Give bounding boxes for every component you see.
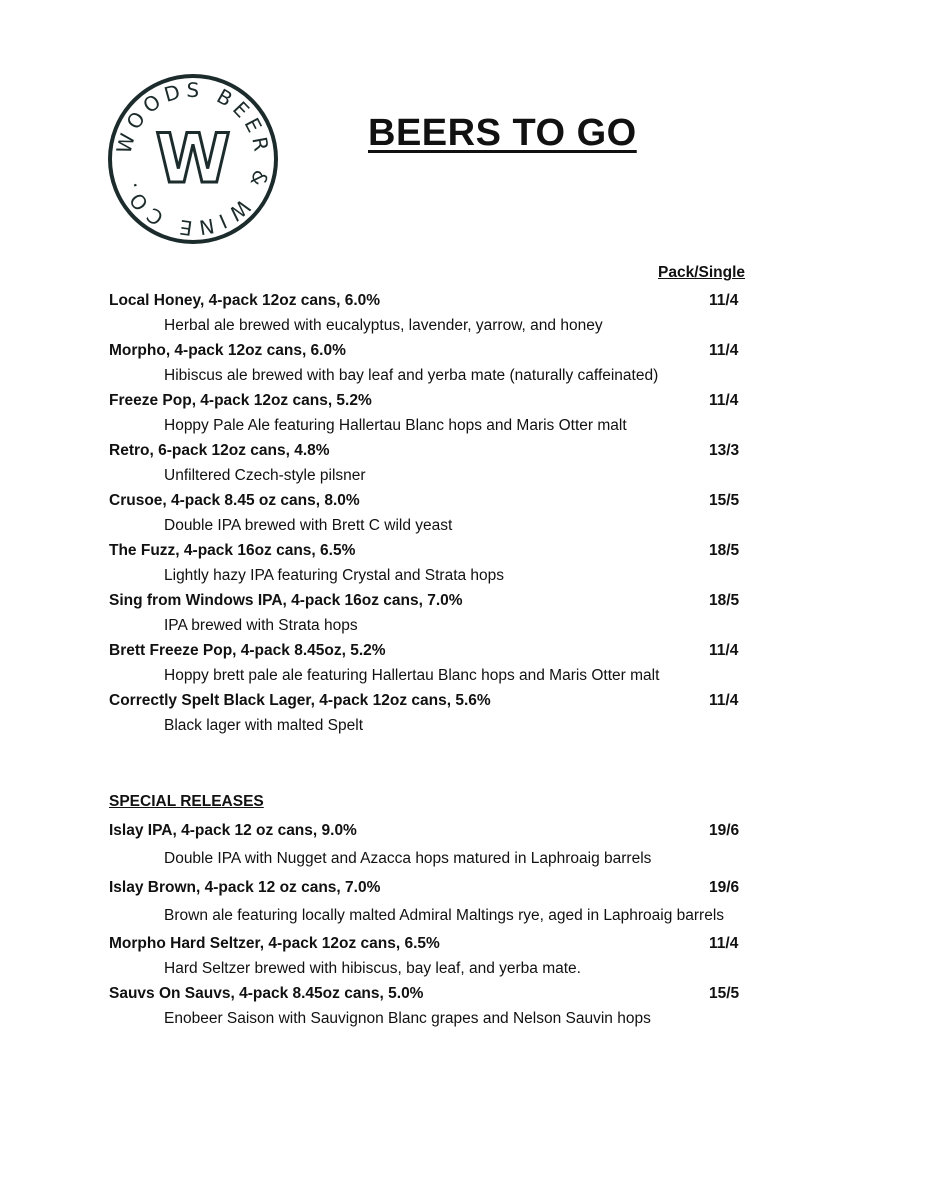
beer-price: 13/3 bbox=[709, 442, 740, 459]
special-row bbox=[109, 982, 809, 1006]
beer-name: Brett Freeze Pop, 4-pack 8.45oz, 5.2% bbox=[109, 642, 386, 659]
beer-row bbox=[109, 439, 809, 463]
beer-row bbox=[109, 339, 809, 363]
beer-description: Double IPA brewed with Brett C wild yeast bbox=[164, 517, 453, 534]
beer-price: 11/4 bbox=[709, 292, 739, 309]
special-row bbox=[109, 932, 809, 956]
special-price: 19/6 bbox=[709, 822, 740, 839]
beer-name: Correctly Spelt Black Lager, 4-pack 12oz cans, 5.6% bbox=[109, 692, 491, 709]
beer-name: Sing from Windows IPA, 4-pack 16oz cans, 7.0% bbox=[109, 592, 463, 609]
beer-row bbox=[109, 639, 809, 663]
beer-row bbox=[109, 589, 809, 613]
special-description: Hard Seltzer brewed with hibiscus, bay leaf, and yerba mate. bbox=[164, 960, 581, 977]
logo-ring-text: WOODS BEER & WINE CO. bbox=[111, 77, 275, 241]
special-price: 11/4 bbox=[709, 935, 739, 952]
beer-name: Freeze Pop, 4-pack 12oz cans, 5.2% bbox=[109, 392, 372, 409]
beer-price: 11/4 bbox=[709, 692, 739, 709]
beer-description: Hoppy brett pale ale featuring Hallertau Blanc hops and Maris Otter malt bbox=[164, 667, 660, 684]
beer-row bbox=[109, 289, 809, 313]
beer-price: 18/5 bbox=[709, 542, 740, 559]
beer-description: Hoppy Pale Ale featuring Hallertau Blanc hops and Maris Otter malt bbox=[164, 417, 627, 434]
special-name: Morpho Hard Seltzer, 4-pack 12oz cans, 6.5% bbox=[109, 935, 440, 952]
beer-description: IPA brewed with Strata hops bbox=[164, 617, 358, 634]
beer-description: Lightly hazy IPA featuring Crystal and Strata hops bbox=[164, 567, 505, 584]
special-description: Double IPA with Nugget and Azacca hops matured in Laphroaig barrels bbox=[164, 850, 652, 867]
beer-price: 11/4 bbox=[709, 392, 739, 409]
beer-description: Hibiscus ale brewed with bay leaf and yerba mate (naturally caffeinated) bbox=[164, 367, 659, 384]
beer-name: Local Honey, 4-pack 12oz cans, 6.0% bbox=[109, 292, 381, 309]
special-description: Brown ale featuring locally malted Admiral Maltings rye, aged in Laphroaig barrels bbox=[164, 907, 725, 924]
beer-name: The Fuzz, 4-pack 16oz cans, 6.5% bbox=[109, 542, 356, 559]
special-row bbox=[109, 876, 809, 900]
beer-price: 11/4 bbox=[709, 342, 739, 359]
beer-description: Herbal ale brewed with eucalyptus, lavender, yarrow, and honey bbox=[164, 317, 603, 334]
special-price: 15/5 bbox=[709, 985, 740, 1002]
beer-row bbox=[109, 489, 809, 513]
beer-description: Unfiltered Czech-style pilsner bbox=[164, 467, 366, 484]
special-name: Sauvs On Sauvs, 4-pack 8.45oz cans, 5.0% bbox=[109, 985, 424, 1002]
beer-price: 15/5 bbox=[709, 492, 740, 509]
special-name: Islay IPA, 4-pack 12 oz cans, 9.0% bbox=[109, 822, 357, 839]
special-price: 19/6 bbox=[709, 879, 740, 896]
beer-row bbox=[109, 689, 809, 713]
pack-single-header: Pack/Single bbox=[658, 264, 746, 281]
beer-description: Black lager with malted Spelt bbox=[164, 717, 364, 734]
logo-monogram: W bbox=[155, 120, 231, 199]
special-releases-heading: SPECIAL RELEASES bbox=[109, 793, 264, 810]
beer-price: 18/5 bbox=[709, 592, 740, 609]
beer-name: Retro, 6-pack 12oz cans, 4.8% bbox=[109, 442, 330, 459]
special-name: Islay Brown, 4-pack 12 oz cans, 7.0% bbox=[109, 879, 381, 896]
special-description: Enobeer Saison with Sauvignon Blanc grapes and Nelson Sauvin hops bbox=[164, 1010, 651, 1027]
beer-row bbox=[109, 539, 809, 563]
page-title: BEERS TO GO bbox=[368, 112, 637, 154]
beer-price: 11/4 bbox=[709, 642, 739, 659]
beer-name: Morpho, 4-pack 12oz cans, 6.0% bbox=[109, 342, 346, 359]
special-row bbox=[109, 819, 809, 843]
beer-name: Crusoe, 4-pack 8.45 oz cans, 8.0% bbox=[109, 492, 360, 509]
woods-logo bbox=[106, 72, 280, 246]
beer-row bbox=[109, 389, 809, 413]
